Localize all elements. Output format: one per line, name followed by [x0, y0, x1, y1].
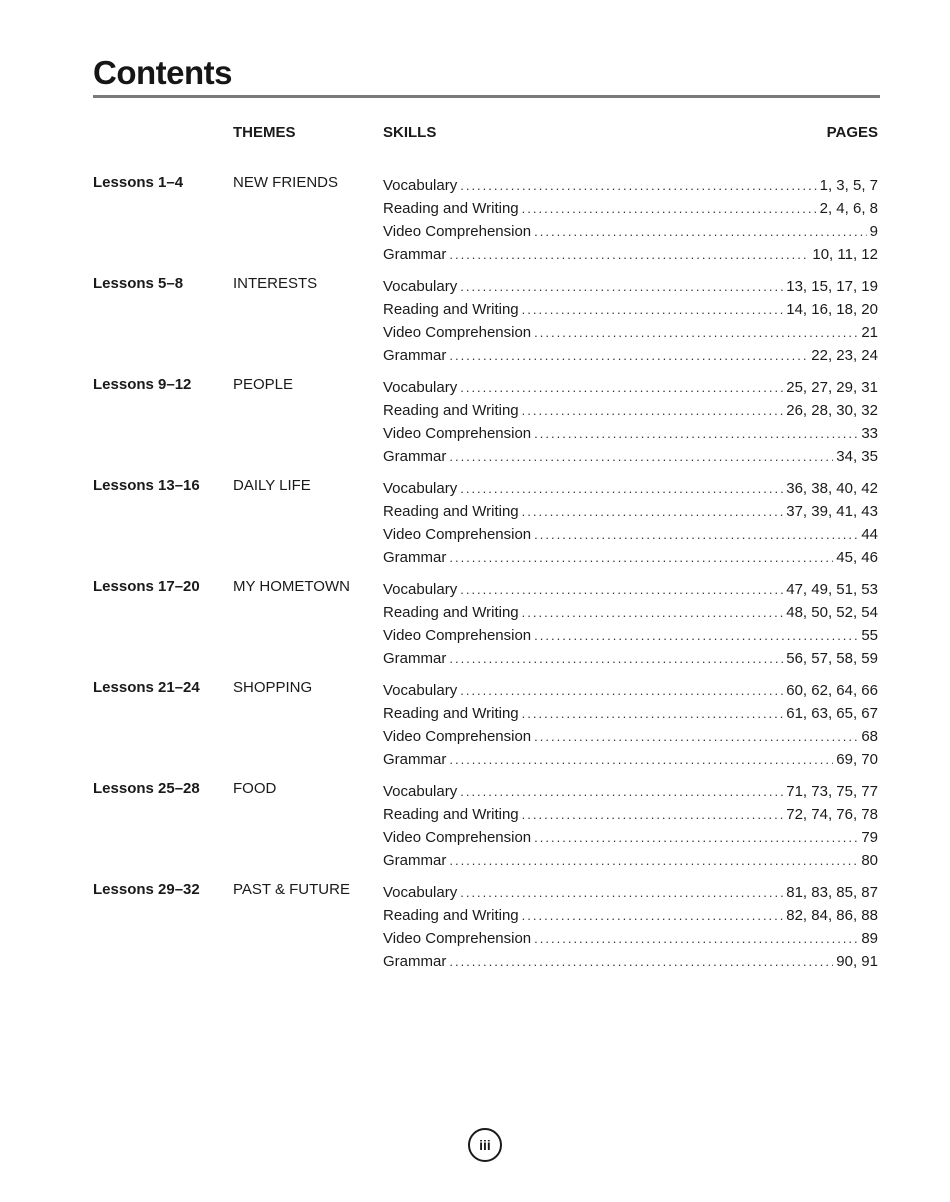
skill-row	[383, 904, 878, 927]
skill-pages: 81, 83, 85, 87	[786, 884, 878, 901]
skill-row	[383, 849, 878, 872]
skill-pages: 9	[869, 223, 878, 240]
theme-name: SHOPPING	[233, 679, 313, 696]
skill-name: Grammar	[383, 246, 447, 263]
theme-name: PAST & FUTURE	[233, 881, 350, 898]
skill-row	[383, 927, 878, 950]
dot-leader	[534, 927, 858, 950]
skill-name: Reading and Writing	[383, 705, 519, 722]
skill-name: Reading and Writing	[383, 604, 519, 621]
skill-pages: 48, 50, 52, 54	[786, 604, 878, 621]
page-number: iii	[479, 1137, 491, 1153]
theme-name: INTERESTS	[233, 275, 318, 292]
skill-row	[383, 748, 878, 771]
dot-leader	[522, 399, 784, 422]
lesson-range: Lessons 1–4	[93, 174, 184, 191]
dot-leader	[534, 725, 858, 748]
skill-row	[383, 578, 878, 601]
skill-row	[383, 624, 878, 647]
skill-row	[383, 725, 878, 748]
page-title: Contents	[93, 54, 232, 91]
lesson-range: Lessons 21–24	[93, 679, 200, 696]
skill-name: Vocabulary	[383, 884, 458, 901]
skill-row	[383, 220, 878, 243]
skill-row	[383, 243, 878, 266]
skill-pages: 22, 23, 24	[811, 347, 878, 364]
skill-name: Video Comprehension	[383, 829, 532, 846]
skill-list	[383, 780, 878, 872]
skill-pages: 26, 28, 30, 32	[786, 402, 878, 419]
themes-header: THEMES	[233, 124, 296, 141]
skill-name: Video Comprehension	[383, 223, 532, 240]
page-number-badge	[468, 1128, 502, 1162]
theme-name: NEW FRIENDS	[233, 174, 338, 191]
dot-leader	[522, 904, 784, 927]
skill-name: Video Comprehension	[383, 425, 532, 442]
dot-leader	[449, 243, 809, 266]
skill-name: Grammar	[383, 347, 447, 364]
skill-name: Reading and Writing	[383, 402, 519, 419]
dot-leader	[534, 826, 858, 849]
skill-pages: 60, 62, 64, 66	[786, 682, 878, 699]
dot-leader	[460, 679, 783, 702]
skill-pages: 36, 38, 40, 42	[786, 480, 878, 497]
skill-name: Reading and Writing	[383, 806, 519, 823]
dot-leader	[460, 174, 816, 197]
dot-leader	[449, 849, 858, 872]
skill-row	[383, 275, 878, 298]
skill-list	[383, 275, 878, 367]
skill-pages: 37, 39, 41, 43	[786, 503, 878, 520]
lesson-range: Lessons 17–20	[93, 578, 200, 595]
skill-row	[383, 523, 878, 546]
skill-name: Grammar	[383, 852, 447, 869]
dot-leader	[460, 275, 783, 298]
dot-leader	[449, 647, 783, 670]
skill-row	[383, 445, 878, 468]
lesson-group	[93, 578, 880, 679]
skill-row	[383, 500, 878, 523]
pages-header: PAGES	[826, 124, 878, 141]
dot-leader	[449, 344, 808, 367]
dot-leader	[449, 748, 833, 771]
skill-name: Video Comprehension	[383, 728, 532, 745]
skill-pages: 90, 91	[836, 953, 878, 970]
skill-pages: 25, 27, 29, 31	[786, 379, 878, 396]
skill-pages: 80	[861, 852, 878, 869]
skill-name: Grammar	[383, 751, 447, 768]
lesson-group	[93, 881, 880, 982]
title-rule	[93, 95, 880, 98]
skill-row	[383, 702, 878, 725]
skill-name: Reading and Writing	[383, 301, 519, 318]
lesson-group	[93, 679, 880, 780]
skill-name: Video Comprehension	[383, 324, 532, 341]
skill-name: Vocabulary	[383, 278, 458, 295]
skill-row	[383, 174, 878, 197]
dot-leader	[522, 803, 784, 826]
dot-leader	[522, 298, 784, 321]
lesson-range: Lessons 5–8	[93, 275, 184, 292]
dot-leader	[449, 445, 833, 468]
skill-row	[383, 477, 878, 500]
skill-row	[383, 422, 878, 445]
lesson-group	[93, 376, 880, 477]
skill-name: Reading and Writing	[383, 907, 519, 924]
lesson-group	[93, 477, 880, 578]
lesson-groups	[93, 174, 880, 982]
skill-name: Grammar	[383, 549, 447, 566]
theme-name: MY HOMETOWN	[233, 578, 350, 595]
skill-row	[383, 950, 878, 973]
skill-name: Vocabulary	[383, 581, 458, 598]
skill-row	[383, 376, 878, 399]
dot-leader	[534, 220, 867, 243]
skill-name: Vocabulary	[383, 177, 458, 194]
skill-pages: 55	[861, 627, 878, 644]
dot-leader	[534, 321, 858, 344]
skill-list	[383, 376, 878, 468]
lesson-range: Lessons 25–28	[93, 780, 200, 797]
skill-pages: 1, 3, 5, 7	[819, 177, 878, 194]
skill-list	[383, 174, 878, 266]
skill-row	[383, 321, 878, 344]
skill-name: Vocabulary	[383, 480, 458, 497]
lesson-range: Lessons 13–16	[93, 477, 200, 494]
skill-row	[383, 546, 878, 569]
theme-name: PEOPLE	[233, 376, 294, 393]
skill-pages: 82, 84, 86, 88	[786, 907, 878, 924]
skill-pages: 10, 11, 12	[812, 246, 878, 263]
dot-leader	[522, 702, 784, 725]
lesson-group	[93, 275, 880, 376]
skill-pages: 47, 49, 51, 53	[786, 581, 878, 598]
skill-pages: 33	[861, 425, 878, 442]
skill-pages: 79	[861, 829, 878, 846]
dot-leader	[522, 601, 784, 624]
skill-name: Video Comprehension	[383, 627, 532, 644]
skill-name: Vocabulary	[383, 682, 458, 699]
dot-leader	[522, 197, 817, 220]
dot-leader	[534, 422, 858, 445]
skill-pages: 71, 73, 75, 77	[786, 783, 878, 800]
theme-name: DAILY LIFE	[233, 477, 311, 494]
skill-name: Vocabulary	[383, 379, 458, 396]
dot-leader	[522, 500, 784, 523]
skill-row	[383, 601, 878, 624]
skill-row	[383, 344, 878, 367]
skills-header: SKILLS	[383, 124, 437, 141]
lesson-range: Lessons 29–32	[93, 881, 200, 898]
dot-leader	[534, 624, 858, 647]
skill-list	[383, 477, 878, 569]
skill-pages: 56, 57, 58, 59	[786, 650, 878, 667]
dot-leader	[460, 780, 783, 803]
skill-pages: 44	[861, 526, 878, 543]
skill-pages: 45, 46	[836, 549, 878, 566]
skill-row	[383, 881, 878, 904]
skill-pages: 14, 16, 18, 20	[786, 301, 878, 318]
skill-pages: 2, 4, 6, 8	[819, 200, 878, 217]
skill-name: Video Comprehension	[383, 526, 532, 543]
dot-leader	[449, 950, 833, 973]
skill-name: Vocabulary	[383, 783, 458, 800]
skill-pages: 21	[861, 324, 878, 341]
skill-name: Grammar	[383, 448, 447, 465]
skill-pages: 34, 35	[836, 448, 878, 465]
lesson-group	[93, 780, 880, 881]
skill-pages: 13, 15, 17, 19	[786, 278, 878, 295]
skill-name: Grammar	[383, 650, 447, 667]
skill-name: Reading and Writing	[383, 503, 519, 520]
skill-pages: 68	[861, 728, 878, 745]
skill-pages: 69, 70	[836, 751, 878, 768]
skill-name: Grammar	[383, 953, 447, 970]
skill-row	[383, 679, 878, 702]
theme-name: FOOD	[233, 780, 277, 797]
skill-row	[383, 399, 878, 422]
skill-pages: 72, 74, 76, 78	[786, 806, 878, 823]
skill-list	[383, 881, 878, 973]
skill-list	[383, 679, 878, 771]
skill-row	[383, 826, 878, 849]
lesson-range: Lessons 9–12	[93, 376, 192, 393]
skill-name: Reading and Writing	[383, 200, 519, 217]
dot-leader	[460, 376, 783, 399]
skill-row	[383, 780, 878, 803]
skill-row	[383, 298, 878, 321]
lesson-group	[93, 174, 880, 275]
skill-row	[383, 197, 878, 220]
skill-list	[383, 578, 878, 670]
skill-name: Video Comprehension	[383, 930, 532, 947]
dot-leader	[534, 523, 858, 546]
skill-pages: 89	[861, 930, 878, 947]
dot-leader	[460, 578, 783, 601]
skill-row	[383, 647, 878, 670]
dot-leader	[460, 881, 783, 904]
dot-leader	[449, 546, 833, 569]
skill-pages: 61, 63, 65, 67	[786, 705, 878, 722]
dot-leader	[460, 477, 783, 500]
skill-row	[383, 803, 878, 826]
